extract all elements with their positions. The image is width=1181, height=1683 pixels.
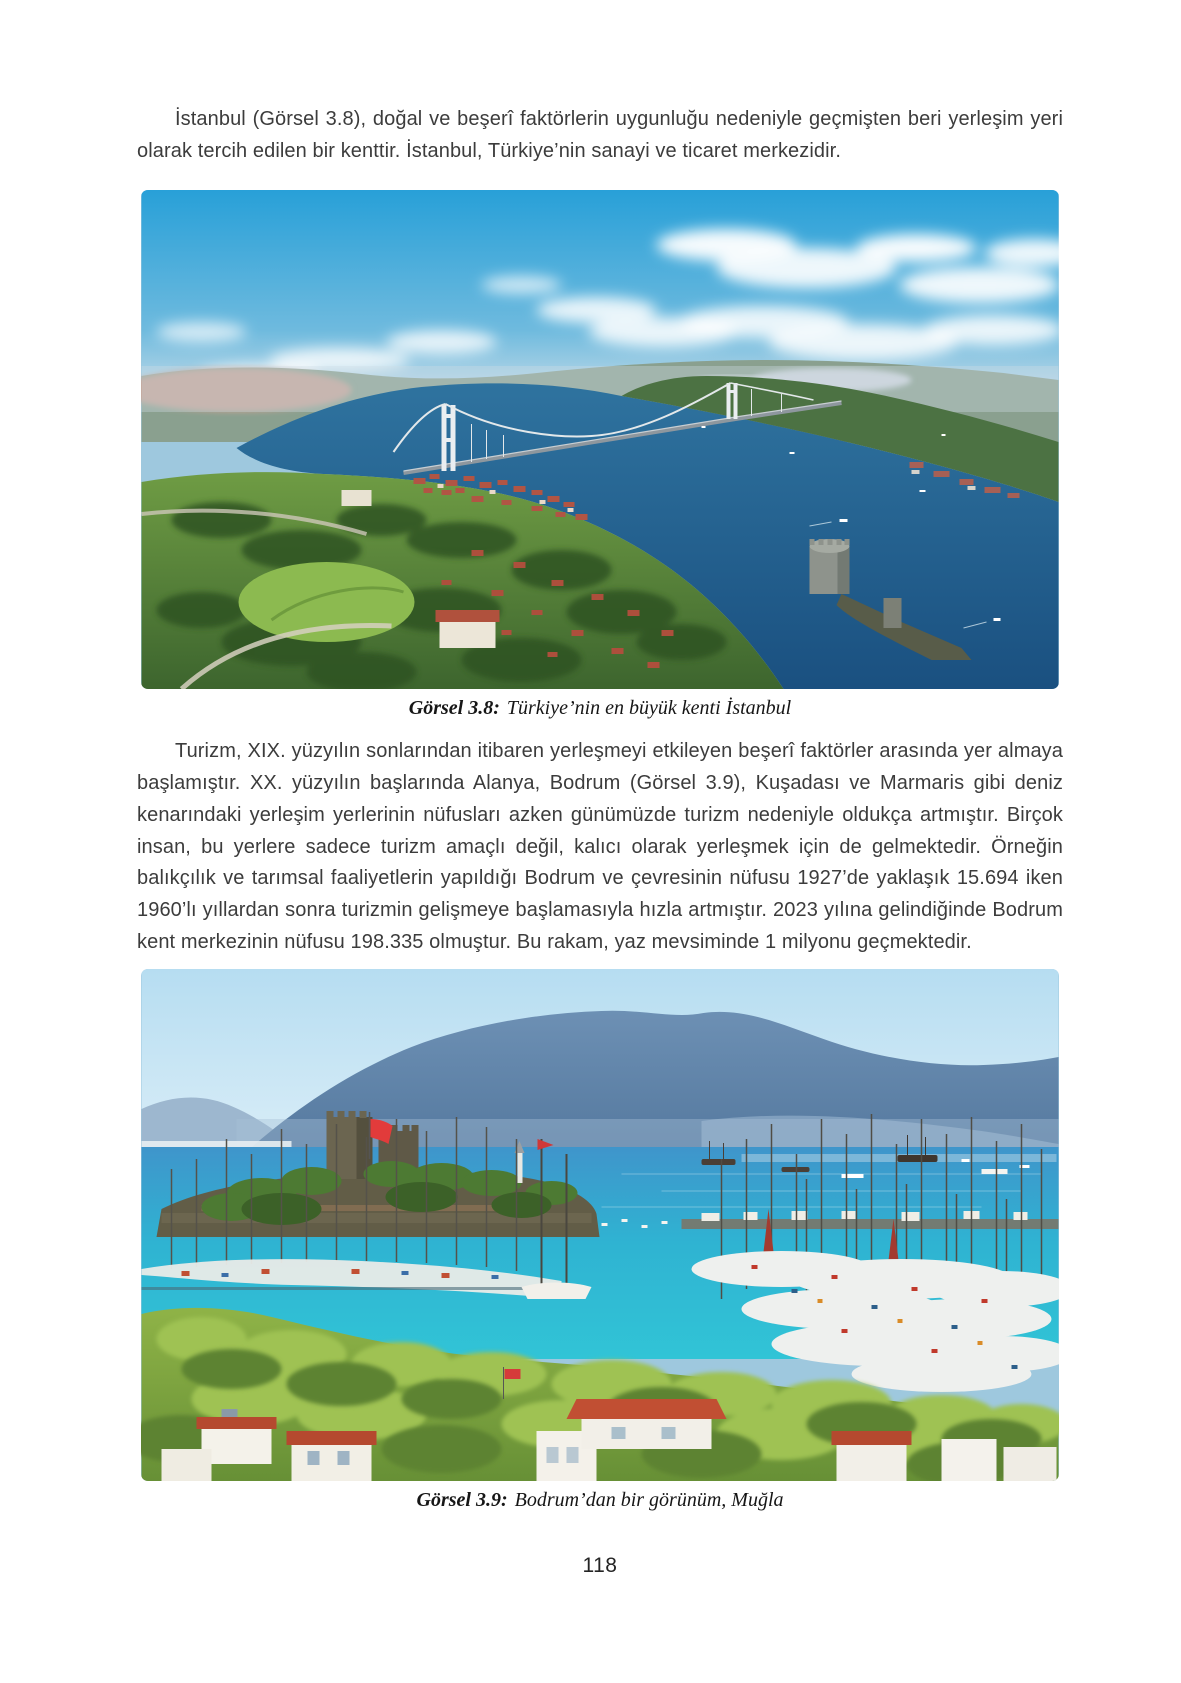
- caption-bodrum: [137, 1489, 1063, 1512]
- istanbul-photo-illustration: [141, 190, 1059, 689]
- page-content: [137, 0, 1063, 1578]
- bodrum-photo-illustration: [141, 969, 1059, 1481]
- caption-label: Görsel 3.8:: [408, 697, 500, 720]
- minaret: [518, 1153, 523, 1183]
- caption-text: Bodrum’dan bir görünüm, Muğla: [514, 1489, 784, 1512]
- paragraph-turizm: Turizm, XIX. yüzyılın sonlarından itibaren yerleşmeyi etkileyen beşerî faktörler arasında yer almaya başlamıştır. XX. yüzyılın başlarında Alanya, Bodrum (Görsel 3.9), Kuşadası ve Marmaris gibi deniz kenarındaki yerleşim yerlerinin nüfusları azken günümüzde turizm nedeniyle oldukça artmıştır. Birçok insan, bu yerlere sadece turizm amaçlı değil, kalıcı olarak yerleşmek için de gelmektedir. Örneğin balıkçılık ve tarımsal faaliyetlerin yapıldığı Bodrum ve çevresinin nüfusu 1927’de yaklaşık 15.694 iken 1960’lı yıllardan sonra turizmin gelişmeye başlamasıyla hızla artmıştır. 2023 yılına gelindiğinde Bodrum kent merkezinin nüfusu 198.335 olmuştur. Bu rakam, yaz mevsiminde 1 milyonu geçmektedir.: [137, 740, 1063, 953]
- caption-istanbul: [137, 697, 1063, 720]
- istanbul-aerial-photo: [141, 190, 1059, 689]
- figure-bodrum: [137, 969, 1063, 1512]
- bodrum-photo: [141, 969, 1059, 1481]
- figure-istanbul: [137, 190, 1063, 720]
- caption-text: Türkiye’nin en büyük kenti İstanbul: [506, 697, 792, 720]
- paragraph-istanbul: İstanbul (Görsel 3.8), doğal ve beşerî faktörlerin uygunluğu nedeniyle geçmişten beri yerleşim yeri olarak tercih edilen bir kenttir. İstanbul, Türkiye’nin sanayi ve ticaret merkezidir.: [137, 108, 1063, 162]
- caption-label: Görsel 3.9:: [416, 1489, 508, 1512]
- page-number: 118: [582, 1554, 618, 1578]
